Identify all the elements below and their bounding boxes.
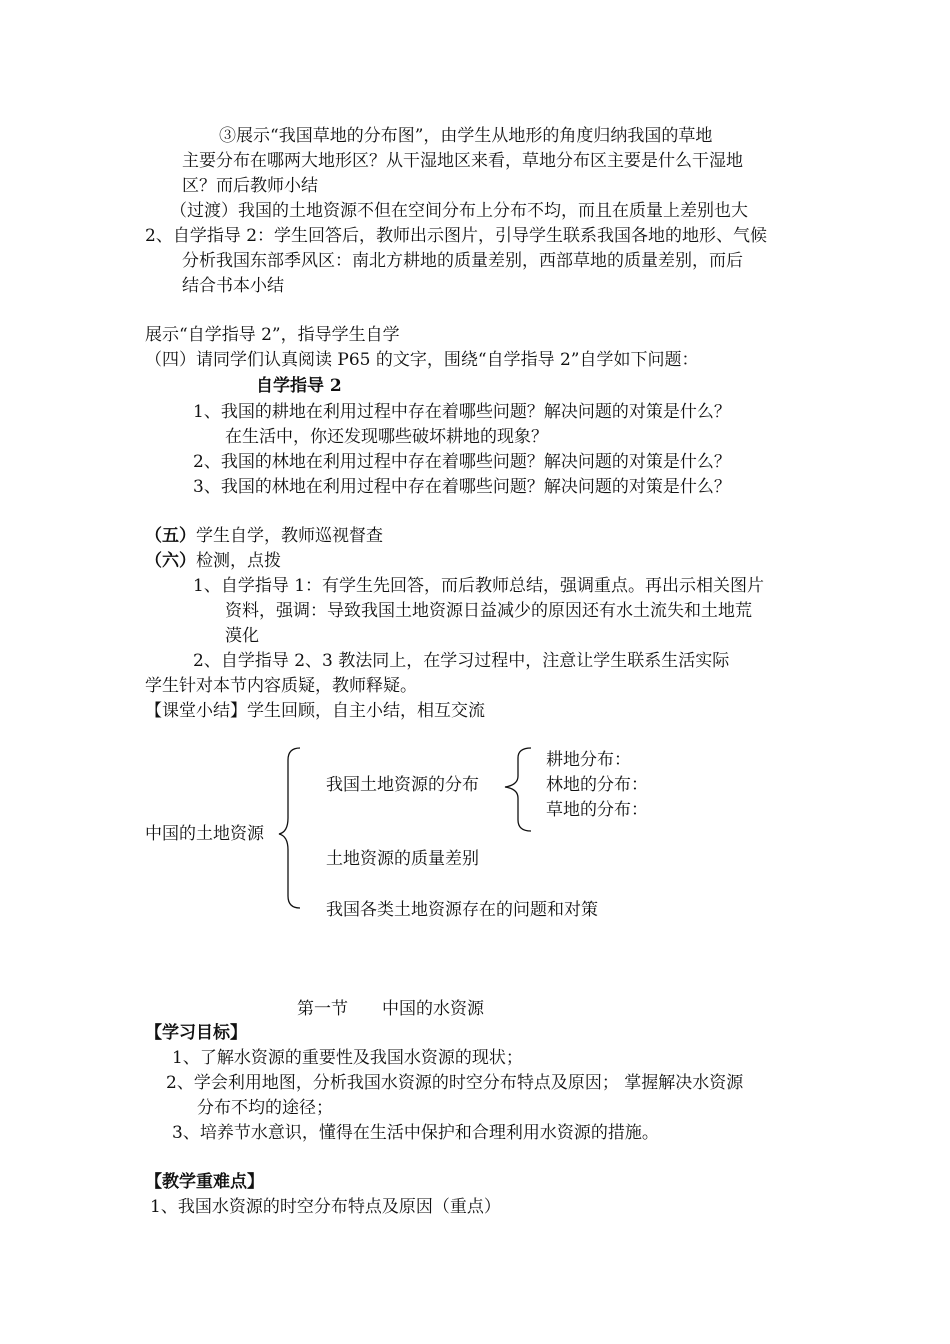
question-line: 在生活中，你还发现哪些破坏耕地的现象？ bbox=[225, 427, 548, 447]
step-label: （六） bbox=[145, 551, 196, 571]
goal-line: 3、培养节水意识，懂得在生活中保护和合理利用水资源的措施。 bbox=[172, 1123, 659, 1143]
goal-line: 1、了解水资源的重要性及我国水资源的现状； bbox=[172, 1048, 523, 1068]
paragraph-line: 资料，强调：导致我国土地资源日益减少的原因还有水土流失和土地荒 bbox=[225, 601, 752, 621]
paragraph-line: 分析我国东部季风区：南北方耕地的质量差别，西部草地的质量差别，而后 bbox=[182, 251, 743, 271]
key-points-heading: 【教学重难点】 bbox=[145, 1172, 264, 1192]
paragraph-line: 2、自学指导 2、3 教法同上，在学习过程中，注意让学生联系生活实际 bbox=[193, 651, 730, 671]
section-title: 第一节 中国的水资源 bbox=[297, 999, 484, 1019]
step-text: 检测，点拨 bbox=[196, 551, 281, 571]
goals-heading: 【学习目标】 bbox=[145, 1023, 247, 1043]
goal-line: 分布不均的途径； bbox=[197, 1098, 333, 1118]
summary-line: 【课堂小结】学生回顾，自主小结，相互交流 bbox=[145, 701, 485, 721]
paragraph-line: 区？而后教师小结 bbox=[182, 176, 318, 196]
question-line: 1、我国的耕地在利用过程中存在着哪些问题？解决问题的对策是什么？ bbox=[193, 402, 731, 422]
paragraph-line: 2、自学指导 2：学生回答后，教师出示图片，引导学生联系我国各地的地形、气候 bbox=[145, 226, 768, 246]
goal-line: 2、学会利用地图，分析我国水资源的时空分布特点及原因； 掌握解决水资源 bbox=[166, 1073, 744, 1093]
paragraph-line: ③展示“我国草地的分布图”，由学生从地形的角度归纳我国的草地 bbox=[219, 126, 713, 146]
paragraph-line: 主要分布在哪两大地形区？从干湿地区来看，草地分布区主要是什么干湿地 bbox=[182, 151, 743, 171]
diagram-branch: 我国土地资源的分布 bbox=[326, 775, 479, 795]
paragraph-line: 学生针对本节内容质疑，教师释疑。 bbox=[145, 676, 417, 696]
diagram-leaf: 草地的分布： bbox=[546, 800, 648, 820]
diagram-leaf: 林地的分布： bbox=[546, 775, 648, 795]
paragraph-line: 展示“自学指导 2”，指导学生自学 bbox=[145, 325, 400, 345]
guide-heading: 自学指导 2 bbox=[256, 376, 342, 396]
paragraph-line: （四）请同学们认真阅读 P65 的文字，围绕“自学指导 2”自学如下问题： bbox=[145, 350, 699, 370]
diagram-branch: 土地资源的质量差别 bbox=[326, 849, 479, 869]
question-line: 2、我国的林地在利用过程中存在着哪些问题？解决问题的对策是什么？ bbox=[193, 452, 731, 472]
inner-brace bbox=[505, 748, 531, 831]
key-point-line: 1、我国水资源的时空分布特点及原因（重点） bbox=[150, 1197, 501, 1217]
outer-brace bbox=[279, 748, 300, 908]
paragraph-line: 结合书本小结 bbox=[182, 276, 284, 296]
step-label: （五） bbox=[145, 526, 196, 546]
diagram-branch: 我国各类土地资源存在的问题和对策 bbox=[326, 900, 598, 920]
transition-line: （过渡）我国的土地资源不但在空间分布上分布不均，而且在质量上差别也大 bbox=[170, 201, 748, 221]
paragraph-line: 漠化 bbox=[225, 626, 259, 646]
diagram-root: 中国的土地资源 bbox=[145, 824, 264, 844]
step-text: 学生自学，教师巡视督查 bbox=[196, 526, 383, 546]
diagram-leaf: 耕地分布： bbox=[546, 750, 631, 770]
question-line: 3、我国的林地在利用过程中存在着哪些问题？解决问题的对策是什么？ bbox=[193, 477, 731, 497]
paragraph-line: 1、自学指导 1：有学生先回答，而后教师总结，强调重点。再出示相关图片 bbox=[193, 576, 765, 596]
